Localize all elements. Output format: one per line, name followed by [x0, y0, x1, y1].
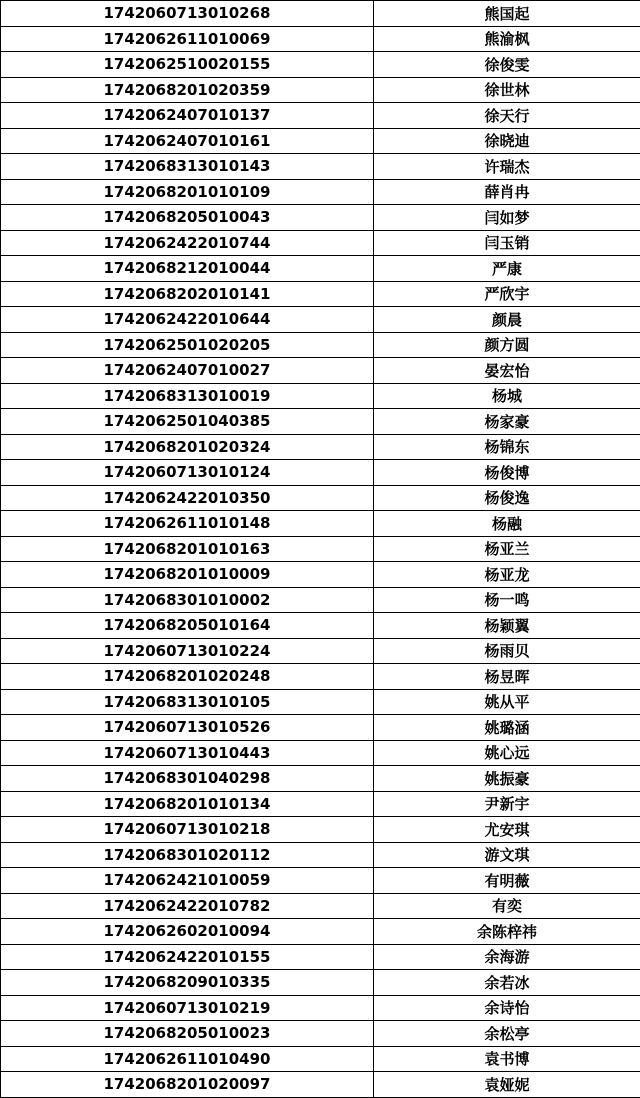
student-id-cell[interactable]: 1742068201010163: [1, 536, 374, 562]
student-id-cell[interactable]: 1742068201020324: [1, 434, 374, 460]
student-id-cell[interactable]: 1742062611010148: [1, 511, 374, 537]
table-row: [1, 893, 640, 919]
student-id-cell[interactable]: 1742068313010019: [1, 383, 374, 409]
student-id-cell[interactable]: 1742068212010044: [1, 256, 374, 282]
table-row: [1, 562, 640, 588]
table-row: [1, 205, 640, 231]
student-id-cell[interactable]: 1742068205010043: [1, 205, 374, 231]
student-name-cell[interactable]: 余海游: [374, 944, 640, 970]
student-id-cell[interactable]: 1742068202010141: [1, 281, 374, 307]
student-name-cell[interactable]: 杨俊逸: [374, 485, 640, 511]
student-id-cell[interactable]: 1742060713010219: [1, 995, 374, 1021]
student-name-cell[interactable]: 杨亚兰: [374, 536, 640, 562]
student-id-cell[interactable]: 1742062422010644: [1, 307, 374, 333]
student-id-cell[interactable]: 1742062611010490: [1, 1046, 374, 1072]
table-row: [1, 944, 640, 970]
table-row: [1, 970, 640, 996]
student-id-cell[interactable]: 1742062422010350: [1, 485, 374, 511]
student-name-cell[interactable]: 徐俊雯: [374, 52, 640, 78]
student-id-cell[interactable]: 1742068313010105: [1, 689, 374, 715]
student-id-cell[interactable]: 1742062501020205: [1, 332, 374, 358]
student-id-cell[interactable]: 1742068201010109: [1, 179, 374, 205]
student-name-cell[interactable]: 姚心远: [374, 740, 640, 766]
student-name-cell[interactable]: 严欣宇: [374, 281, 640, 307]
student-id-cell[interactable]: 1742062407010161: [1, 128, 374, 154]
student-name-cell[interactable]: 杨一鸣: [374, 587, 640, 613]
student-id-cell[interactable]: 1742060713010443: [1, 740, 374, 766]
student-id-cell[interactable]: 1742068201010009: [1, 562, 374, 588]
table-row: [1, 613, 640, 639]
table-row: [1, 689, 640, 715]
student-id-cell[interactable]: 1742062501040385: [1, 409, 374, 435]
student-name-cell[interactable]: 许瑞杰: [374, 154, 640, 180]
student-id-cell[interactable]: 1742068301020112: [1, 842, 374, 868]
student-name-cell[interactable]: 杨家豪: [374, 409, 640, 435]
student-name-cell[interactable]: 有明薇: [374, 868, 640, 894]
table-row: [1, 409, 640, 435]
student-name-cell[interactable]: 杨昱晖: [374, 664, 640, 690]
student-id-cell[interactable]: 1742060713010526: [1, 715, 374, 741]
table-row: [1, 842, 640, 868]
student-name-cell[interactable]: 尤安琪: [374, 817, 640, 843]
table-row: [1, 766, 640, 792]
student-id-cell[interactable]: 1742068201010134: [1, 791, 374, 817]
student-id-cell[interactable]: 1742062422010155: [1, 944, 374, 970]
table-row: [1, 256, 640, 282]
student-id-cell[interactable]: 1742062422010744: [1, 230, 374, 256]
roster-table-body: [1, 1, 640, 1098]
table-row: [1, 664, 640, 690]
student-id-cell[interactable]: 1742068313010143: [1, 154, 374, 180]
student-id-cell[interactable]: 1742068205010164: [1, 613, 374, 639]
student-name-cell[interactable]: 熊渝枫: [374, 26, 640, 52]
table-row: [1, 383, 640, 409]
student-name-cell[interactable]: 游文琪: [374, 842, 640, 868]
student-name-cell[interactable]: 徐世林: [374, 77, 640, 103]
student-name-cell[interactable]: 晏宏怡: [374, 358, 640, 384]
table-row: [1, 281, 640, 307]
student-name-cell[interactable]: 袁书博: [374, 1046, 640, 1072]
table-row: [1, 128, 640, 154]
student-name-cell[interactable]: 姚璐涵: [374, 715, 640, 741]
student-name-cell[interactable]: 颜晨: [374, 307, 640, 333]
table-row: [1, 1, 640, 27]
student-name-cell[interactable]: 杨俊博: [374, 460, 640, 486]
student-id-cell[interactable]: 1742060713010268: [1, 1, 374, 27]
student-id-cell[interactable]: 1742060713010224: [1, 638, 374, 664]
student-name-cell[interactable]: 杨融: [374, 511, 640, 537]
student-name-cell[interactable]: 杨雨贝: [374, 638, 640, 664]
student-name-cell[interactable]: 姚从平: [374, 689, 640, 715]
student-name-cell[interactable]: 徐晓迪: [374, 128, 640, 154]
student-name-cell[interactable]: 余陈梓祎: [374, 919, 640, 945]
student-name-cell[interactable]: 熊国起: [374, 1, 640, 27]
student-id-cell[interactable]: 1742060713010218: [1, 817, 374, 843]
student-name-cell[interactable]: 杨亚龙: [374, 562, 640, 588]
table-row: [1, 434, 640, 460]
student-name-cell[interactable]: 徐天行: [374, 103, 640, 129]
student-name-cell[interactable]: 闫玉销: [374, 230, 640, 256]
student-name-cell[interactable]: 有奕: [374, 893, 640, 919]
student-name-cell[interactable]: 袁娅妮: [374, 1072, 640, 1098]
table-row: [1, 919, 640, 945]
student-name-cell[interactable]: 薛肖冉: [374, 179, 640, 205]
student-name-cell[interactable]: 杨颖翼: [374, 613, 640, 639]
student-id-cell[interactable]: 1742062407010027: [1, 358, 374, 384]
table-row: [1, 485, 640, 511]
student-id-cell[interactable]: 1742068201020097: [1, 1072, 374, 1098]
table-row: [1, 995, 640, 1021]
student-name-cell[interactable]: 杨城: [374, 383, 640, 409]
table-row: [1, 358, 640, 384]
table-row: [1, 103, 640, 129]
table-row: [1, 460, 640, 486]
table-row: [1, 26, 640, 52]
table-row: [1, 740, 640, 766]
student-id-cell[interactable]: 1742062611010069: [1, 26, 374, 52]
student-id-cell[interactable]: 1742068201020248: [1, 664, 374, 690]
table-row: [1, 77, 640, 103]
table-row: [1, 307, 640, 333]
table-row: [1, 536, 640, 562]
student-name-cell[interactable]: 余诗怡: [374, 995, 640, 1021]
student-id-cell[interactable]: 1742062602010094: [1, 919, 374, 945]
table-row: [1, 154, 640, 180]
student-name-cell[interactable]: 余若冰: [374, 970, 640, 996]
table-row: [1, 817, 640, 843]
table-row: [1, 230, 640, 256]
table-row: [1, 511, 640, 537]
table-row: [1, 1072, 640, 1098]
student-id-cell[interactable]: 1742060713010124: [1, 460, 374, 486]
student-name-cell[interactable]: 尹新宇: [374, 791, 640, 817]
student-id-cell[interactable]: 1742062510020155: [1, 52, 374, 78]
table-row: [1, 52, 640, 78]
table-row: [1, 587, 640, 613]
student-name-cell[interactable]: 姚振豪: [374, 766, 640, 792]
student-id-cell[interactable]: 1742068301040298: [1, 766, 374, 792]
student-id-cell[interactable]: 1742062407010137: [1, 103, 374, 129]
student-name-cell[interactable]: 余松亭: [374, 1021, 640, 1047]
table-row: [1, 868, 640, 894]
student-name-cell[interactable]: 闫如梦: [374, 205, 640, 231]
table-row: [1, 332, 640, 358]
student-id-cell[interactable]: 1742068209010335: [1, 970, 374, 996]
student-name-cell[interactable]: 严康: [374, 256, 640, 282]
table-row: [1, 715, 640, 741]
student-id-cell[interactable]: 1742068301010002: [1, 587, 374, 613]
student-name-cell[interactable]: 杨锦东: [374, 434, 640, 460]
student-id-cell[interactable]: 1742062422010782: [1, 893, 374, 919]
table-row: [1, 638, 640, 664]
table-row: [1, 179, 640, 205]
student-id-cell[interactable]: 1742068205010023: [1, 1021, 374, 1047]
table-row: [1, 1021, 640, 1047]
student-name-cell[interactable]: 颜方圆: [374, 332, 640, 358]
student-id-cell[interactable]: 1742062421010059: [1, 868, 374, 894]
table-row: [1, 791, 640, 817]
student-id-cell[interactable]: 1742068201020359: [1, 77, 374, 103]
